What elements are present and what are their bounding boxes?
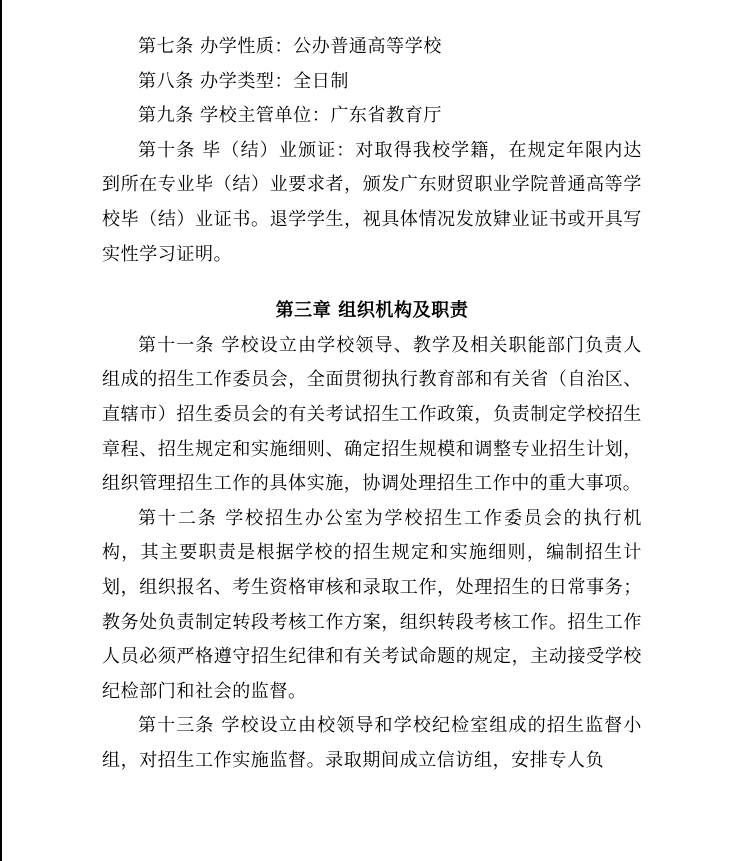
document-body — [102, 30, 642, 778]
article-13: 第十三条 学校设立由校领导和学校纪检室组成的招生监督小组，对招生工作实施监督。录取期间成立信访组，安排专人负 — [102, 715, 642, 771]
article-9: 第九条 学校主管单位：广东省教育厅 — [138, 105, 442, 127]
page-left-border — [0, 0, 2, 861]
chapter-3-title: 第三章 组织机构及职责 — [275, 300, 469, 322]
article-12: 第十二条 学校招生办公室为学校招生工作委员会的执行机构，其主要职责是根据学校的招生规定和实施细则，编制招生计划，组织报名、考生资格审核和录取工作，处理招生的日常事务；教务处负责制定转段考核工作方案，组织转段考核工作。招生工作人员必须严格遵守招生纪律和有关考试命题的规定，主动接受学校纪检部门和社会的监督。 — [102, 507, 642, 702]
article-10: 第十条 毕（结）业颁证：对取得我校学籍，在规定年限内达到所在专业毕（结）业要求者，颁发广东财贸职业学院普通高等学校毕（结）业证书。退学学生，视具体情况发放肄业证书或开具写实性学习证明。 — [102, 139, 642, 265]
article-8: 第八条 办学类型：全日制 — [138, 70, 349, 92]
article-11: 第十一条 学校设立由学校领导、教学及相关职能部门负责人组成的招生工作委员会，全面贯彻执行教育部和有关省（自治区、直辖市）招生委员会的有关考试招生工作政策，负责制定学校招生章程、招生规定和实施细则、确定招生规模和调整专业招生计划，组织管理招生工作的具体实施，协调处理招生工作中的重大事项。 — [102, 334, 642, 495]
article-7: 第七条 办学性质：公办普通高等学校 — [138, 36, 442, 57]
